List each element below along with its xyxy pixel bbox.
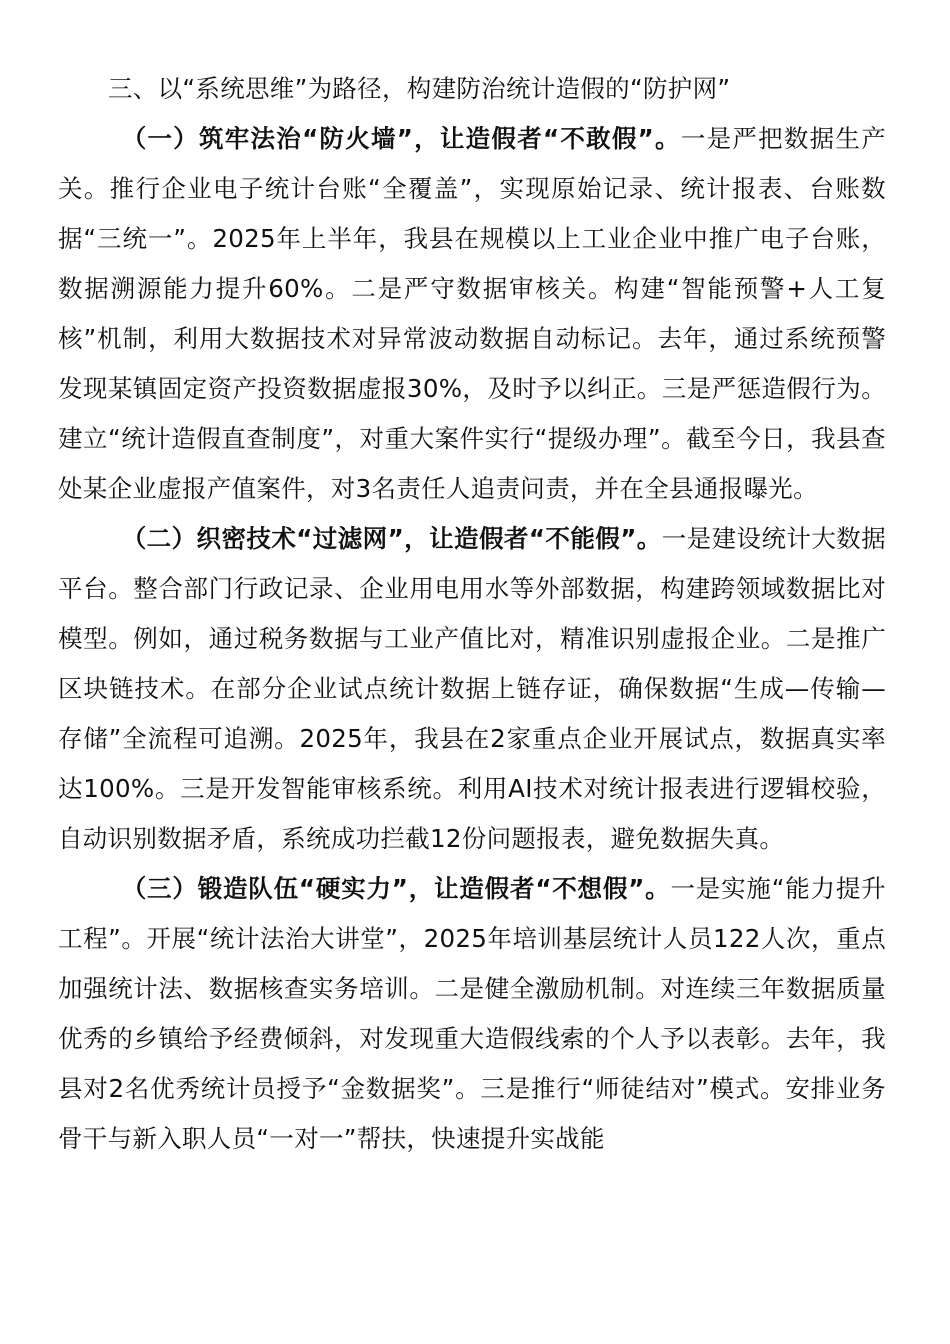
paragraph-1-body: 一是严把数据生产关。推行企业电子统计台账“全覆盖”，实现原始记录、统计报表、台账数据“三统一”。2025年上半年，我县在规模以上工业企业中推广电子台账，数据溯源能力提升60%。二是严守数据审核关。构建“智能预警+人工复核”机制，利用大数据技术对异常波动数据自动标记。去年，通过系统预警发现某镇固定资产投资数据虚报30%，及时予以纠正。三是严惩造假行为。建立“统计造假直查制度”，对重大案件实行“提级办理”。截至今日，我县查处某企业虚报产值案件，对3名责任人追责问责，并在全县通报曝光。 xyxy=(58,124,887,503)
paragraph-2 xyxy=(58,514,886,864)
paragraph-2-body: 一是建设统计大数据平台。整合部门行政记录、企业用电用水等外部数据，构建跨领域数据比对模型。例如，通过税务数据与工业产值比对，精准识别虚报企业。二是推广区块链技术。在部分企业试点统计数据上链存证，确保数据“生成—传输—存储”全流程可追溯。2025年，我县在2家重点企业开展试点，数据真实率达100%。三是开发智能审核系统。利用AI技术对统计报表进行逻辑校验，自动识别数据矛盾，系统成功拦截12份问题报表，避免数据失真。 xyxy=(58,524,886,853)
paragraph-1 xyxy=(58,114,886,514)
paragraph-3-body: 一是实施“能力提升工程”。开展“统计法治大讲堂”，2025年培训基层统计人员122人次，重点加强统计法、数据核查实务培训。二是健全激励机制。对连续三年数据质量优秀的乡镇给予经费倾斜，对发现重大造假线索的个人予以表彰。去年，我县对2名优秀统计员授予“金数据奖”。三是推行“师徒结对”模式。安排业务骨干与新入职人员“一对一”帮扶，快速提升实战能 xyxy=(58,874,886,1153)
paragraph-3-heading: （三）锻造队伍“硬实力”，让造假者“不想假”。 xyxy=(121,874,671,903)
paragraph-1-heading: （一）筑牢法治“防火墙”，让造假者“不敢假”。 xyxy=(121,124,681,153)
paragraph-2-heading: （二）织密技术“过滤网”，让造假者“不能假”。 xyxy=(121,524,662,553)
paragraph-3 xyxy=(58,864,886,1164)
section-heading: 三、以“系统思维”为路径，构建防治统计造假的“防护网” xyxy=(108,74,731,103)
document-body xyxy=(58,64,886,1164)
